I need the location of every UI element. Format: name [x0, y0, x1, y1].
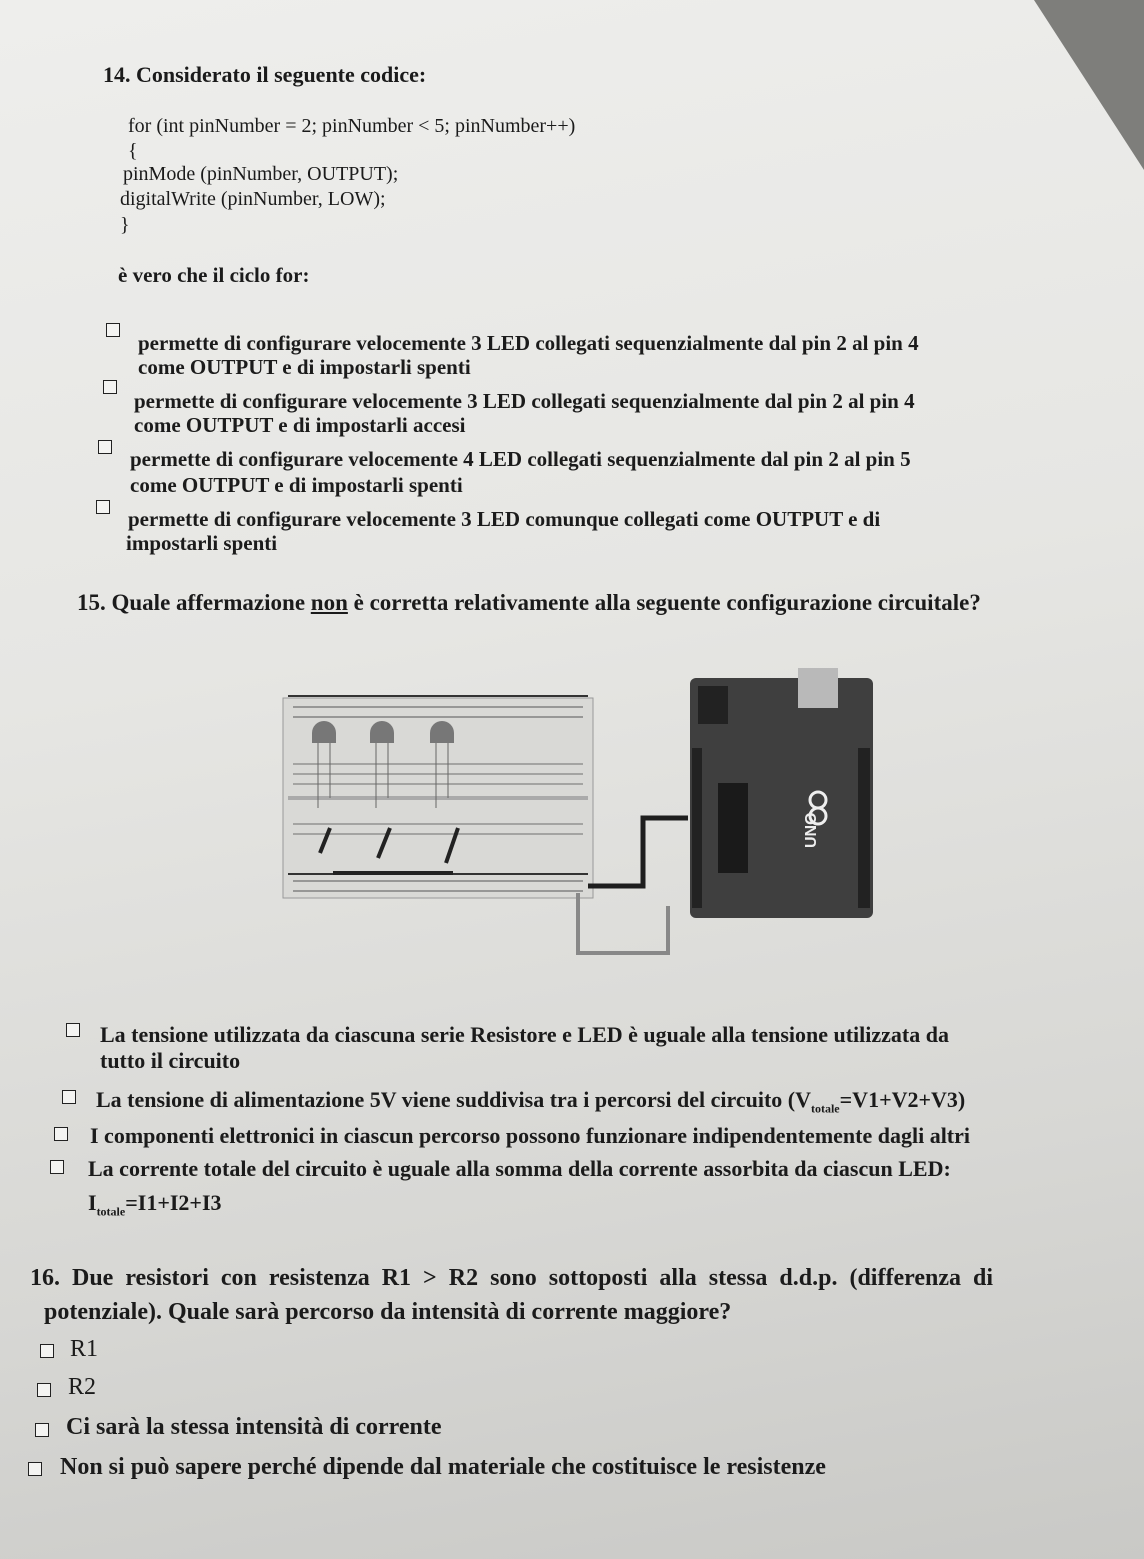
- q15-title-underlined: non: [310, 590, 348, 615]
- q16-option-4-checkbox[interactable]: [28, 1462, 42, 1476]
- wire-signal: [588, 818, 688, 886]
- q14-option-1-line-1: permette di configurare velocemente 3 LED collegati sequenzialmente dal pin 2 al pin 4: [138, 331, 919, 355]
- q16-option-3-checkbox[interactable]: [35, 1423, 49, 1437]
- q14-option-1-line-2: come OUTPUT e di impostarli spenti: [138, 355, 471, 379]
- q15-option-1-checkbox[interactable]: [66, 1023, 80, 1037]
- q14-option-3-checkbox[interactable]: [98, 440, 112, 454]
- q15-option-4-checkbox[interactable]: [50, 1160, 64, 1174]
- microcontroller-chip: [718, 783, 748, 873]
- q14-option-2-line-1: permette di configurare velocemente 3 LED collegati sequenzialmente dal pin 2 al pin 4: [134, 389, 915, 413]
- q16-option-2: R2: [68, 1374, 97, 1400]
- usb-connector: [798, 668, 838, 708]
- q14-option-2-checkbox[interactable]: [103, 380, 117, 394]
- q15-option-1-line-1: La tensione utilizzata da ciascuna serie Resistore e LED è uguale alla tensione utilizzata da: [100, 1022, 949, 1047]
- q15-option-3-checkbox[interactable]: [54, 1127, 68, 1141]
- q15-option-2-checkbox[interactable]: [62, 1090, 76, 1104]
- q15-option-1-line-2: tutto il circuito: [100, 1048, 241, 1073]
- q15-option-4-line-1: La corrente totale del circuito è uguale alla somma della corrente assorbita da ciascun LED:: [88, 1156, 951, 1181]
- q14-option-4-line-2: impostarli spenti: [126, 531, 278, 555]
- circuit-diagram: [278, 668, 888, 968]
- wire-ground: [578, 893, 668, 953]
- q14-option-3-line-1: permette di configurare velocemente 4 LED collegati sequenzialmente dal pin 2 al pin 5: [130, 447, 911, 471]
- q15-option-3: I componenti elettronici in ciascun percorso possono funzionare indipendentemente dagli altri: [90, 1123, 971, 1148]
- q16-option-4: Non si può sapere perché dipende dal materiale che costituisce le resistenze: [60, 1454, 826, 1480]
- q14-option-4-line-1: permette di configurare velocemente 3 LED comunque collegati come OUTPUT e di: [128, 507, 881, 531]
- q14-code-line-5: }: [120, 214, 130, 236]
- q15-title: 15. Quale affermazione non è corretta relativamente alla seguente configurazione circuitale?: [77, 590, 981, 615]
- background-shadow: [1034, 0, 1144, 170]
- q14-option-3-line-2: come OUTPUT e di impostarli spenti: [130, 473, 463, 497]
- q16-option-1: R1: [70, 1336, 99, 1362]
- q14-option-2-line-2: come OUTPUT e di impostarli accesi: [134, 413, 466, 437]
- q16-option-3: Ci sarà la stessa intensità di corrente: [66, 1414, 442, 1440]
- q16-line-2: potenziale). Quale sarà percorso da intensità di corrente maggiore?: [44, 1299, 732, 1325]
- q14-option-1-checkbox[interactable]: [106, 323, 120, 337]
- q16-line-1: 16. Due resistori con resistenza R1 > R2 sono sottoposti alla stessa d.d.p. (differenza di: [30, 1265, 993, 1291]
- q15-option-4-line-2: $I_{totale}=I1+I2+I3$: [88, 1190, 222, 1219]
- q14-question: è vero che il ciclo for:: [118, 263, 310, 287]
- q14-title: 14. Considerato il seguente codice:: [103, 62, 427, 87]
- q14-code-line-3: pinMode (pinNumber, OUTPUT);: [123, 163, 399, 185]
- q16-option-1-checkbox[interactable]: [40, 1344, 54, 1358]
- q14-option-4-checkbox[interactable]: [96, 500, 110, 514]
- q16-option-2-checkbox[interactable]: [37, 1383, 51, 1397]
- q14-code-line-4: digitalWrite (pinNumber, LOW);: [120, 188, 386, 210]
- board-label: UNO: [803, 812, 820, 848]
- q15-option-2: La tensione di alimentazione 5V viene suddivisa tra i percorsi del circuito $(V_{totale}=V1+V2+V3)$: [96, 1087, 966, 1116]
- q14-code-line-2: {: [128, 140, 138, 162]
- q14-code-line-1: for (int pinNumber = 2; pinNumber < 5; pinNumber++): [128, 115, 576, 137]
